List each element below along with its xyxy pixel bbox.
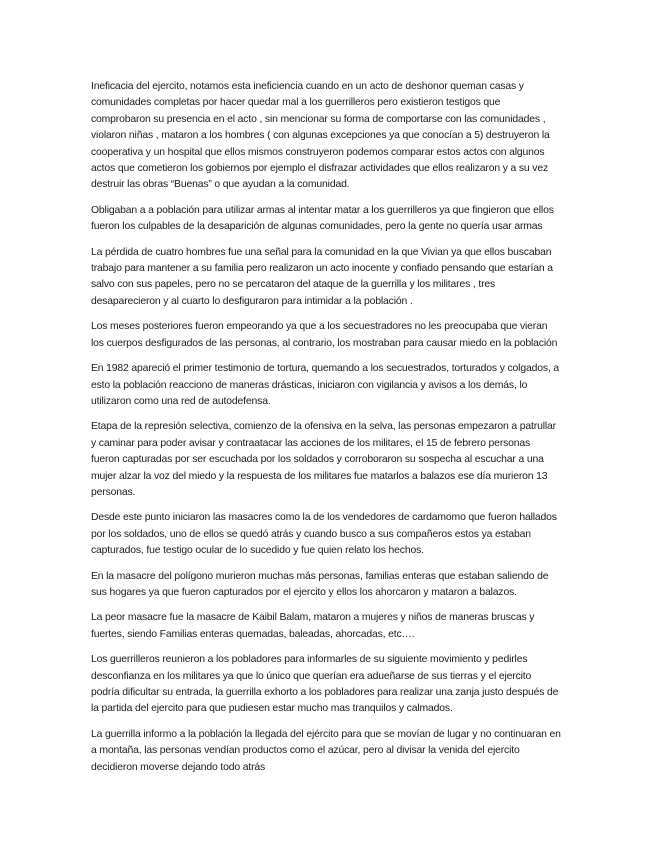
paragraph-kaibil-balam: La peor masacre fue la masacre de Kaibil Balam, mataron a mujeres y niños de maneras bruscas y fuertes, siendo Familias enteras quemadas, baleadas, ahorcadas, etc….: [91, 612, 535, 640]
paragraph-1982: En 1982 apareció el primer testimonio de tortura, quemando a los secuestrados, torturados y colgados, a esto la población reacciono de maneras drásticas, iniciaron con vigilancia y avisos a los demás, lo utilizaron como una red de autodefensa.: [91, 363, 559, 407]
paragraph-guerrilleros: Los guerrilleros reunieron a los pobladores para informarles de su siguiente movimiento y pedirles desconfianza en los militares ya que lo único que querían era adueñarse de sus tierras y el ejercito podría dificultar su entrada, la guerrilla exhorto a los pobladores para realizar una zanja justo después de la partida del ejercito para que pudiesen estar mucho mas tranquilos y calmados.: [91, 654, 559, 715]
paragraph-cardamomo: Desde este punto iniciaron las masacres como la de los vendedores de cardamomo que fueron hallados por los soldados, uno de ellos se quedó atrás y cuando busco a sus compañeros estos ya estaban capturados, fue testigo ocular de lo sucedido y fue quien relato los hechos.: [91, 512, 557, 557]
body-text: [91, 79, 561, 785]
paragraph-poligono: En la masacre del polígono murieron muchas más personas, familias enteras que estaban saliendo de sus hogares ya que fueron capturados por el ejercito y ellos los ahorcaron y mataron a balazos.: [91, 570, 549, 598]
paragraph-meses-posteriores: Los meses posteriores fueron empeorando ya que a los secuestradores no les preocupaba que vieran los cuerpos desfigurados de las personas, al contrario, los mostraban para causar miedo en la población: [91, 321, 558, 349]
paragraph-perdida: La pérdida de cuatro hombres fue una señal para la comunidad en la que Vivian ya que ellos buscaban trabajo para mantener a su familia pero realizaron un acto inocente y confiado pensando que estarían a salvo con sus papeles, pero no se percataron del ataque de la guerrilla y los militares , tres desaparecieron y al cuarto lo desfiguraron para intimidar a la población .: [91, 246, 553, 307]
paragraph-obligaban: Obligaban a a población para utilizar armas al intentar matar a los guerrilleros ya que fingieron que ellos fueron los culpables de la desaparición de algunas comunidades, pero la gente no quería usar armas: [91, 204, 554, 233]
paragraph-guerrilla-informo: La guerrilla informo a la población la llegada del ejército para que se movían de lugar y no continuaran en a montaña, las personas vendían productos como el azúcar, pero al divisar la venida del ejercito decidieron moverse dejando todo atrás: [91, 728, 561, 773]
paragraph-represion-selectiva: Etapa de la represión selectiva, comienzo de la ofensiva en la selva, las personas empezaron a patrullar y caminar para poder avisar y contraatacar las acciones de los militares, el 15 de febrero personas fueron capturadas por ser escuchada por los soldados y corroboraron su sospecha al escuchar a una mujer alzar la voz del miedo y la respuesta de los militares fue matarlos a balazos ese día murieron 13 personas.: [91, 421, 556, 498]
paragraph-ineficacia: Ineficacia del ejercito, notamos esta ineficiencia cuando en un acto de deshonor queman casas y comunidades completas por hacer quedar mal a los guerrilleros pero existieron testigos que comprobaron su presencia en el acto , sin mencionar su forma de comportarse con las comunidades , violaron niñas , mataron a los hombres ( con algunas excepciones ya que conocían a 5) destruyeron la cooperativa y un hospital que ellos mismos construyeron podemos comparar estos actos con algunos actos que cometieron los gobiernos por ejemplo el disfrazar actividades que ellos realizaron y a su vez destruir las obras “Buenas” o que ayudan a la comunidad.: [91, 81, 550, 191]
